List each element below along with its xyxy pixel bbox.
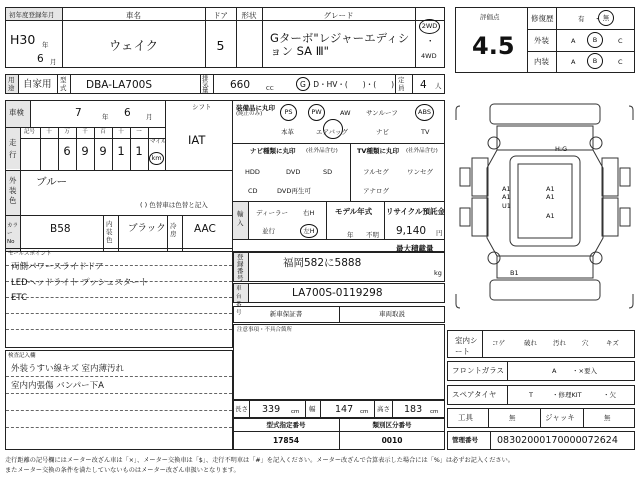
inspection-label: 車検 bbox=[9, 108, 24, 117]
spare-missing: ・欠 bbox=[603, 391, 616, 399]
new-car-certificate: 新車保証書 bbox=[269, 310, 303, 318]
repair-label: 修復歴 bbox=[531, 14, 554, 23]
category-value: 0010 bbox=[381, 436, 403, 445]
usage-label: 用途 bbox=[8, 76, 15, 92]
spare-kit: ・修理KIT bbox=[552, 391, 582, 399]
sales-line: ETC bbox=[11, 293, 27, 303]
tv-sub: (社外品含む) bbox=[406, 148, 438, 154]
glass-need: ・×要入 bbox=[572, 367, 597, 375]
spare-t: T bbox=[529, 391, 533, 399]
color-label: 外装色 bbox=[9, 176, 17, 205]
ac-label: 冷房 bbox=[170, 222, 177, 238]
ac-value: AAC bbox=[194, 223, 216, 235]
repair-dot: ・ bbox=[594, 15, 601, 23]
mileage-digit: 1 bbox=[117, 144, 125, 158]
notes-label: 注意事項・不具合箇所 bbox=[237, 327, 293, 333]
width-value: 147 bbox=[335, 404, 354, 415]
exterior-label: 外装 bbox=[534, 36, 549, 45]
tv-analog: アナログ bbox=[363, 187, 389, 195]
footer-line-1: 走行距離の記号欄にはメーター改ざん車は「×」、メーター交換車は「$」、走行不明車は「#」を記入ください。メーター改ざんで合算表示した場合には「%」は必ずお記入ください。 bbox=[5, 457, 514, 464]
interior-color: ブラック bbox=[128, 223, 166, 234]
seat-hole: 穴 bbox=[582, 339, 589, 347]
car-name: ウェイク bbox=[108, 38, 159, 53]
footer-line-2: またメーター交換の条件を満たしていないものはメーター改ざん車扱いとなります。 bbox=[5, 467, 240, 474]
car-diagram bbox=[452, 98, 637, 323]
exterior-grade-b: B bbox=[587, 32, 603, 48]
import-hand-right: 右H bbox=[303, 209, 315, 217]
tools-value: 無 bbox=[509, 414, 516, 422]
first-reg-month: 6 bbox=[37, 53, 44, 65]
tv-fullseg: フルセグ bbox=[363, 168, 389, 176]
category-label: 類別区分番号 bbox=[372, 421, 412, 429]
management-label: 管理番号 bbox=[452, 436, 478, 444]
jack-label: ジャッキ bbox=[545, 413, 575, 422]
score-label: 評価点 bbox=[480, 13, 500, 21]
interior-color-label: 内装色 bbox=[106, 220, 113, 244]
width-unit: cm bbox=[360, 409, 369, 415]
seat-label: 室内シート bbox=[455, 336, 478, 356]
km-unit: km bbox=[149, 152, 164, 165]
model-year-label: モデル年式 bbox=[335, 207, 373, 216]
equip-pw: PW bbox=[308, 104, 325, 121]
cc-unit: CC bbox=[266, 86, 274, 92]
mileage-digit-label: 十 bbox=[46, 129, 52, 135]
mileage-digit: 9 bbox=[99, 144, 107, 158]
equip-ps: PS bbox=[280, 104, 297, 121]
color-note: ( ) 色替車は色替と記入 bbox=[140, 201, 208, 209]
mileage-digit: 1 bbox=[135, 144, 143, 158]
type-cert-label: 型式指定番号 bbox=[266, 421, 306, 429]
sales-line: LEDヘッドライト プッシュスタート bbox=[11, 278, 149, 288]
repair-yes: 有 bbox=[578, 15, 585, 23]
capacity-label: 定員 bbox=[398, 76, 405, 92]
import-parallel: 並行 bbox=[262, 227, 275, 235]
length-unit: cm bbox=[291, 409, 300, 415]
spare-label: スペアタイヤ bbox=[452, 390, 497, 399]
doors: 5 bbox=[216, 38, 225, 53]
height-label: 高さ bbox=[377, 405, 390, 413]
color-value: ブルー bbox=[36, 176, 68, 188]
inspection-month-mark: 月 bbox=[146, 113, 153, 121]
displacement: 660 bbox=[230, 79, 251, 91]
import-dealer: ディーラー bbox=[256, 209, 288, 217]
diagram-label: U1 bbox=[502, 202, 511, 210]
displacement-label: 排気量 bbox=[202, 74, 209, 94]
fuel: G・D・HV・( )・( ) bbox=[300, 80, 395, 89]
equip-abs: ABS bbox=[415, 104, 434, 121]
height-unit: cm bbox=[430, 409, 439, 415]
seat-burn: コゲ bbox=[492, 339, 505, 347]
diagram-label: A1 bbox=[502, 193, 511, 201]
diagram-label: A1 bbox=[546, 212, 555, 220]
equip-aw: AW bbox=[340, 109, 351, 117]
drive-4wd: 4WD bbox=[421, 52, 437, 60]
model-year-mark: 年 bbox=[347, 231, 354, 239]
grade-label: グレード bbox=[323, 11, 354, 20]
nav-dvd-play: DVD再生可 bbox=[277, 187, 311, 195]
inspector-line: 外装うすい線キズ 室内薄汚れ bbox=[11, 364, 125, 374]
nav-sd: SD bbox=[323, 168, 333, 176]
shift-label: シフト bbox=[192, 103, 212, 111]
seat-dirt: 汚れ bbox=[553, 339, 566, 347]
interior-grade-b: B bbox=[587, 53, 603, 69]
width-label: 幅 bbox=[309, 405, 316, 413]
nav-title: ナビ種類に丸印 bbox=[250, 147, 296, 155]
mileage-digit-label: 千 bbox=[82, 129, 88, 135]
load-label: 最大積載量 bbox=[396, 244, 434, 253]
import-hand-left: 左H bbox=[300, 224, 318, 238]
sales-line: 両側パワースライドドア bbox=[11, 262, 104, 272]
load-unit: kg bbox=[434, 269, 442, 277]
chassis-label: 車台番号 bbox=[236, 286, 242, 316]
model: DBA-LA700S bbox=[86, 79, 153, 91]
inspector-label: 検査記入欄 bbox=[8, 353, 36, 359]
interior-grade-a: A bbox=[571, 58, 576, 66]
diagram-label: A1 bbox=[546, 185, 555, 193]
mileage-digit-label: 万 bbox=[64, 129, 70, 135]
month-mark: 月 bbox=[50, 58, 57, 66]
tv-oneseg: ワンセグ bbox=[407, 168, 433, 176]
recycle-unit: 円 bbox=[436, 229, 443, 237]
equipment-sub: (純正のみ) bbox=[236, 111, 263, 117]
height-value: 183 bbox=[404, 404, 423, 415]
year-mark: 年 bbox=[42, 41, 49, 49]
type-cert-value: 17854 bbox=[272, 436, 300, 445]
shape-label: 形状 bbox=[241, 11, 257, 20]
mileage-digit-label: 一 bbox=[136, 129, 142, 135]
equip-tv: TV bbox=[421, 128, 430, 136]
left-block bbox=[5, 100, 445, 252]
mileage-digit-label: 十 bbox=[118, 129, 124, 135]
equip-sunroof: サンルーフ bbox=[366, 109, 398, 117]
diagram-label: A1 bbox=[502, 185, 511, 193]
exterior-grade-c: C bbox=[618, 37, 623, 45]
mileage-label: 走行 bbox=[9, 138, 17, 159]
diagram-label: A1 bbox=[546, 193, 555, 201]
interior-label: 内装 bbox=[534, 57, 549, 66]
import-label: 輸入 bbox=[237, 210, 244, 227]
equip-leather: 本革 bbox=[281, 128, 294, 136]
equipment-label: 装備品に丸印 bbox=[236, 104, 275, 112]
mileage-mark-label: 記号 bbox=[24, 129, 36, 135]
inspection-year: 7 bbox=[75, 107, 82, 119]
score-value: 4.5 bbox=[472, 32, 515, 60]
mileage-digit: 6 bbox=[63, 144, 71, 158]
color-code-label: カラー No bbox=[7, 223, 19, 245]
model-label: 型式 bbox=[60, 76, 67, 92]
notes-box bbox=[233, 324, 445, 400]
chassis-value: LA700S-0119298 bbox=[292, 287, 383, 299]
exterior-grade-a: A bbox=[571, 37, 576, 45]
diagram-label: B1 bbox=[510, 269, 519, 277]
equip-airbag: エアバッグ bbox=[316, 128, 348, 136]
management-value: 08302000170000072624 bbox=[497, 435, 618, 446]
inspection-month: 6 bbox=[124, 107, 131, 119]
inspector-line: 室内内張傷 バンパー下A bbox=[11, 381, 104, 391]
nav-sub: (社外品含む) bbox=[306, 148, 338, 154]
door-label: ドア bbox=[213, 11, 228, 20]
mileage-digit: 9 bbox=[81, 144, 89, 158]
seat-scratch: キズ bbox=[606, 339, 619, 347]
capacity-unit: 人 bbox=[435, 82, 442, 90]
tools-label: 工具 bbox=[458, 413, 473, 422]
grade: Gターボ"レジャーエディション SA Ⅲ" bbox=[270, 31, 410, 58]
nav-dvd: DVD bbox=[286, 168, 301, 176]
shift-value: IAT bbox=[188, 133, 206, 147]
mileage-digit-label: 百 bbox=[100, 129, 106, 135]
glass-label: フロントガラス bbox=[452, 366, 505, 375]
glass-a: A bbox=[552, 367, 557, 375]
car-name-label: 車名 bbox=[126, 11, 141, 20]
length-value: 339 bbox=[262, 404, 281, 415]
capacity: 4 bbox=[420, 79, 427, 91]
inspection-year-mark: 年 bbox=[102, 113, 109, 121]
interior-grade-c: C bbox=[618, 58, 623, 66]
seat-tear: 破れ bbox=[524, 339, 537, 347]
registration-value: 福岡582に5888 bbox=[283, 257, 362, 269]
repair-no: 無 bbox=[598, 10, 614, 26]
nav-cd: CD bbox=[248, 187, 258, 195]
manual: 車両取説 bbox=[379, 310, 405, 318]
sales-label: セールスポイント bbox=[8, 251, 52, 257]
recycle-label: リサイクル預託金 bbox=[386, 207, 445, 216]
tv-title: TV種類に丸印 bbox=[357, 147, 399, 155]
first-reg-era: H30 bbox=[10, 32, 36, 47]
recycle-value: 9,140 bbox=[396, 225, 427, 237]
model-year-unknown: 不明 bbox=[366, 231, 379, 239]
mile-label: マイル bbox=[150, 139, 167, 145]
drive-2wd: 2WD bbox=[419, 19, 440, 34]
jack-value: 無 bbox=[604, 414, 611, 422]
nav-hdd: HDD bbox=[245, 168, 260, 176]
equip-nav: ナビ bbox=[376, 128, 389, 136]
first-reg-label: 初年度登録年月 bbox=[9, 11, 55, 19]
diagram-label: H:G bbox=[555, 145, 568, 153]
usage: 自家用 bbox=[23, 79, 52, 90]
length-label: 長さ bbox=[235, 405, 248, 413]
equip-airbag-circle bbox=[323, 119, 343, 139]
color-code: B58 bbox=[50, 223, 71, 235]
registration-label: 登録番号 bbox=[237, 253, 244, 282]
drive-dot: ・ bbox=[426, 37, 435, 47]
